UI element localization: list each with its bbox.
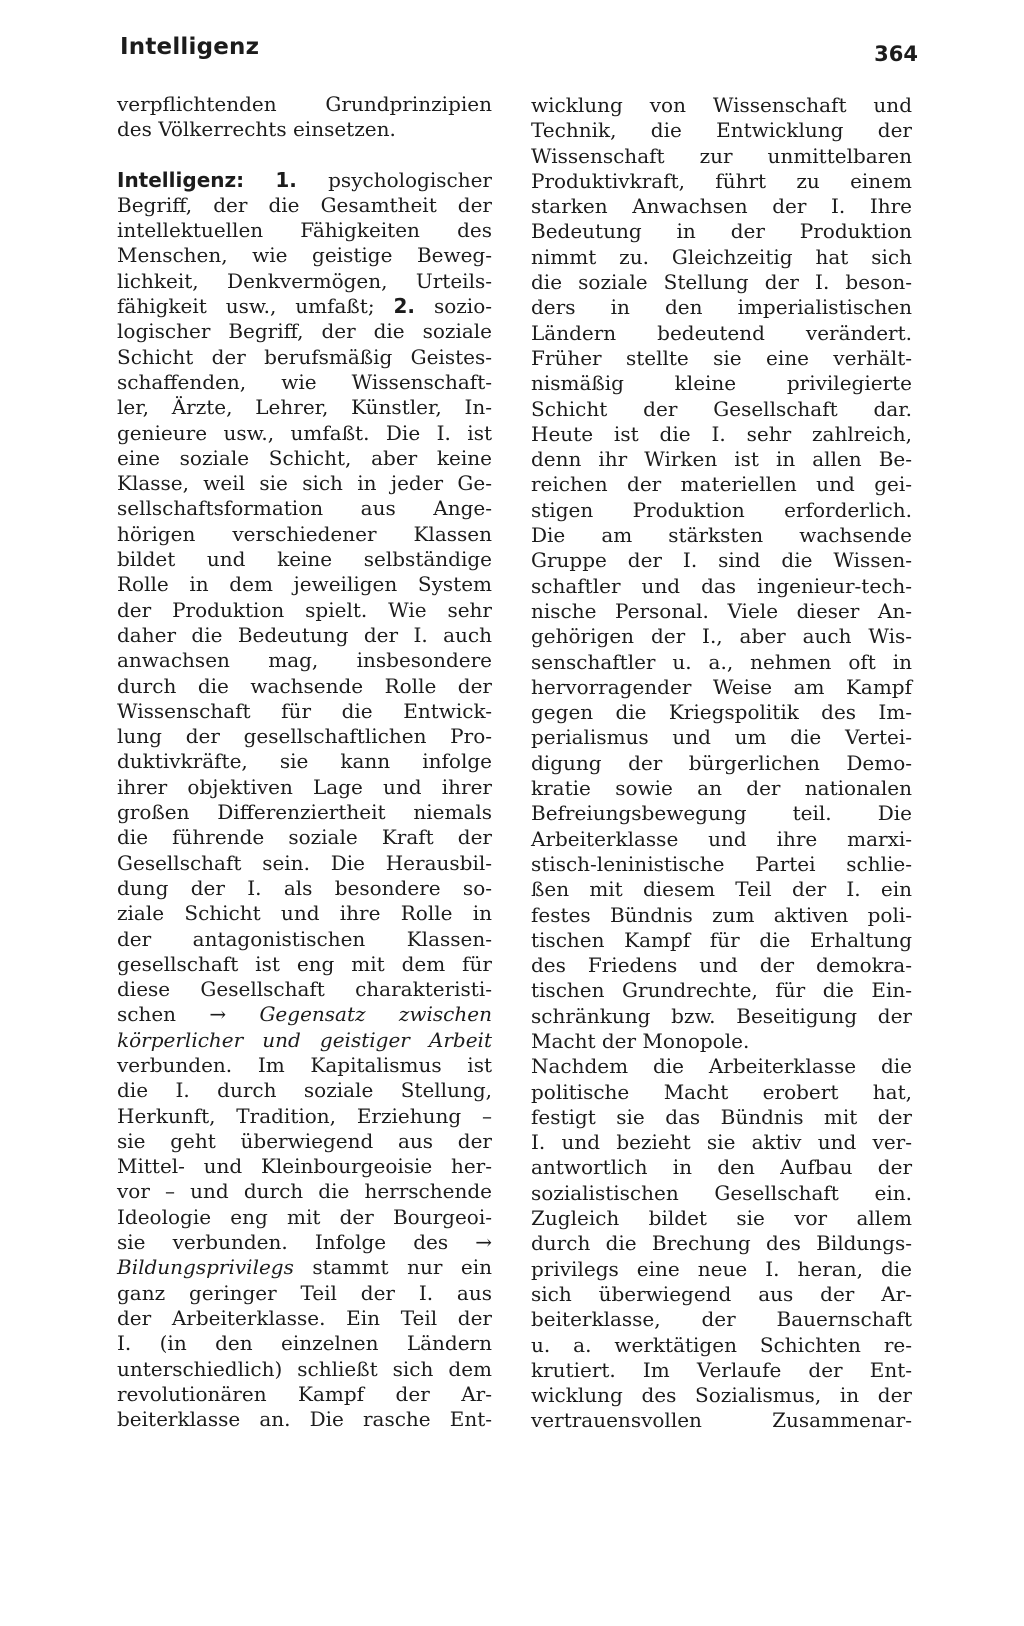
text-line: Früher stellte sie eine verhält- xyxy=(531,345,912,370)
text-line: festigt sie das Bündnis mit der xyxy=(531,1104,912,1129)
text-line: antwortlich in den Aufbau der xyxy=(531,1155,912,1180)
text-line: Nachdem die Arbeiterklasse die xyxy=(531,1054,912,1079)
text-line: schränkung bzw. Beseitigung der xyxy=(531,1003,912,1028)
text-segment xyxy=(244,168,275,192)
text-line: des Friedens und der demokra- xyxy=(531,953,912,978)
text-line: der Arbeiterklasse. Ein Teil der xyxy=(117,1305,492,1330)
text-line: Menschen, wie geistige Beweg- xyxy=(117,243,492,268)
text-line: Begriff, der die Gesamtheit der xyxy=(117,192,492,217)
text-line: sie geht überwiegend aus der xyxy=(117,1128,492,1153)
text-line: starken Anwachsen der I. Ihre xyxy=(531,194,912,219)
bold-term: Intelligenz: xyxy=(117,167,245,192)
text-line xyxy=(117,1255,492,1280)
text-line: die I. durch soziale Stellung, xyxy=(117,1078,492,1103)
text-line xyxy=(117,294,492,319)
text-line: Gruppe der I. sind die Wissen- xyxy=(531,548,912,573)
bold-term: 2. xyxy=(393,294,416,319)
left-text-column xyxy=(117,92,492,1432)
text-line: durch die Brechung des Bildungs- xyxy=(531,1231,912,1256)
text-line: sellschaftsformation aus Ange- xyxy=(117,496,492,521)
text-line: hervorragender Weise am Kampf xyxy=(531,674,912,699)
text-line: ihrer objektiven Lage und ihrer xyxy=(117,774,492,799)
text-line: Ländern bedeutend verändert. xyxy=(531,320,912,345)
text-line xyxy=(117,143,492,168)
text-line: wicklung des Sozialismus, in der xyxy=(531,1383,912,1408)
text-line: politische Macht erobert hat, xyxy=(531,1079,912,1104)
text-line: verbunden. Im Kapitalismus ist xyxy=(117,1052,492,1077)
text-line: unterschiedlich) schließt sich dem xyxy=(117,1356,492,1381)
text-line: Ideologie eng mit der Bourgeoi- xyxy=(117,1204,492,1229)
page-header xyxy=(120,34,918,74)
text-line: revolutionären Kampf der Ar- xyxy=(117,1381,492,1406)
text-line: nismäßig kleine privilegierte xyxy=(531,371,912,396)
text-line: krutiert. Im Verlaufe der Ent- xyxy=(531,1357,912,1382)
text-line: vor – und durch die herrschende xyxy=(117,1179,492,1204)
text-line: duktivkräfte, sie kann infolge xyxy=(117,749,492,774)
text-line: intellektuellen Fähigkeiten des xyxy=(117,218,492,243)
text-line: lung der gesellschaftlichen Pro- xyxy=(117,724,492,749)
text-line: tischen Kampf für die Erhaltung xyxy=(531,927,912,952)
text-line: sich überwiegend aus der Ar- xyxy=(531,1281,912,1306)
text-line: großen Differenziertheit niemals xyxy=(117,800,492,825)
text-line: Produktivkraft, führt zu einem xyxy=(531,168,912,193)
text-line: lichkeit, Denkvermögen, Urteils- xyxy=(117,268,492,293)
text-line: des Völkerrechts einsetzen. xyxy=(117,117,396,142)
text-line: Arbeiterklasse und ihre marxi- xyxy=(531,826,912,851)
text-line: Technik, die Entwicklung der xyxy=(531,118,912,143)
cross-reference: Gegensatz zwischen xyxy=(259,1002,492,1027)
text-line xyxy=(117,168,492,193)
text-line: Rolle in dem jeweiligen System xyxy=(117,572,492,597)
text-line: I. und bezieht sie aktiv und ver- xyxy=(531,1130,912,1155)
cross-reference: Bildungsprivilegs xyxy=(117,1255,294,1280)
text-line: gegen die Kriegspolitik des Im- xyxy=(531,700,912,725)
text-line: schaffenden, wie Wissenschaft- xyxy=(117,369,492,394)
text-line: verpflichtenden Grundprinzipien xyxy=(117,92,492,116)
text-segment: fähigkeit usw., umfaßt; xyxy=(117,294,394,319)
text-line: sie verbunden. Infolge des → xyxy=(117,1230,492,1255)
text-line: festes Bündnis zum aktiven poli- xyxy=(531,902,912,927)
text-line: ziale Schicht und ihre Rolle in xyxy=(117,901,492,926)
text-line xyxy=(117,1028,492,1053)
text-line: gehörigen der I., aber auch Wis- xyxy=(531,624,912,649)
text-line: ganz geringer Teil der I. aus xyxy=(117,1280,492,1305)
text-line: dung der I. als besondere so- xyxy=(117,875,492,900)
text-line: Herkunft, Tradition, Erziehung – xyxy=(117,1103,492,1128)
text-line: logischer Begriff, der die soziale xyxy=(117,319,492,344)
text-line: nimmt zu. Gleichzeitig hat sich xyxy=(531,244,912,269)
text-line: ßen mit diesem Teil der I. ein xyxy=(531,877,912,902)
text-segment: schen → xyxy=(117,1002,260,1027)
running-head: Intelligenz xyxy=(120,34,260,60)
text-line: ders in den imperialistischen xyxy=(531,295,912,320)
text-line: Bedeutung in der Produktion xyxy=(531,219,912,244)
text-line: Klasse, weil sie sich in jeder Ge- xyxy=(117,471,492,496)
text-line: Befreiungsbewegung teil. Die xyxy=(531,801,912,826)
text-line: Wissenschaft für die Entwick- xyxy=(117,698,492,723)
text-line: Macht der Monopole. xyxy=(531,1028,750,1053)
text-line: der Produktion spielt. Wie sehr xyxy=(117,597,492,622)
text-line: kratie sowie an der nationalen xyxy=(531,776,912,801)
text-line: tischen Grundrechte, für die Ein- xyxy=(531,978,912,1003)
text-line: eine soziale Schicht, aber keine xyxy=(117,445,492,470)
text-line: Schicht der berufsmäßig Geistes- xyxy=(117,344,492,369)
text-line: sozialistischen Gesellschaft ein. xyxy=(531,1180,912,1205)
text-line: Schicht der Gesellschaft dar. xyxy=(531,396,912,421)
text-segment: sozio- xyxy=(415,294,492,319)
text-line: stisch-leninistische Partei schlie- xyxy=(531,851,912,876)
text-line: Zugleich bildet sie vor allem xyxy=(531,1206,912,1231)
text-line: genieure usw., umfaßt. Die I. ist xyxy=(117,420,492,445)
text-line: Gesellschaft sein. Die Herausbil- xyxy=(117,850,492,875)
text-line: bildet und keine selbständige xyxy=(117,547,492,572)
text-line: Mittel- und Kleinbourgeoisie her- xyxy=(117,1154,492,1179)
text-line: Heute ist die I. sehr zahlreich, xyxy=(531,421,912,446)
text-line: der antagonistischen Klassen- xyxy=(117,926,492,951)
text-line: schaftler und das ingenieur-tech- xyxy=(531,573,912,598)
text-line: stigen Produktion erforderlich. xyxy=(531,497,912,522)
right-text-column xyxy=(531,93,912,1434)
text-line: die soziale Stellung der I. beson- xyxy=(531,270,912,295)
text-line xyxy=(117,1002,492,1027)
text-line: Wissenschaft zur unmittelbaren xyxy=(531,143,912,168)
text-line: reichen der materiellen und gei- xyxy=(531,472,912,497)
text-line: senschaftler u. a., nehmen oft in xyxy=(531,649,912,674)
text-line: anwachsen mag, insbesondere xyxy=(117,648,492,673)
text-line: beiterklasse, der Bauernschaft xyxy=(531,1307,912,1332)
page-number: 364 xyxy=(874,42,918,66)
text-line: vertrauensvollen Zusammenar- xyxy=(531,1408,912,1433)
text-line: beiterklasse an. Die rasche Ent- xyxy=(117,1407,492,1432)
text-line: perialismus und um die Vertei- xyxy=(531,725,912,750)
text-line: durch die wachsende Rolle der xyxy=(117,673,492,698)
text-line: die führende soziale Kraft der xyxy=(117,825,492,850)
text-line: gesellschaft ist eng mit dem für xyxy=(117,951,492,976)
text-line: hörigen verschiedener Klassen xyxy=(117,521,492,546)
text-line: wicklung von Wissenschaft und xyxy=(531,93,912,117)
text-line: privilegs eine neue I. heran, die xyxy=(531,1256,912,1281)
text-segment: stammt nur ein xyxy=(293,1255,492,1280)
text-line: daher die Bedeutung der I. auch xyxy=(117,622,492,647)
text-line: denn ihr Wirken ist in allen Be- xyxy=(531,447,912,472)
cross-reference: körperlicher und geistiger Arbeit xyxy=(117,1027,492,1052)
text-line: ler, Ärzte, Lehrer, Künstler, In- xyxy=(117,395,492,420)
text-segment: psychologischer xyxy=(296,167,492,192)
text-line: diese Gesellschaft charakteristi- xyxy=(117,977,492,1002)
text-line: nische Personal. Viele dieser An- xyxy=(531,598,912,623)
text-line: u. a. werktätigen Schichten re- xyxy=(531,1332,912,1357)
bold-term: 1. xyxy=(275,167,297,192)
text-line: I. (in den einzelnen Ländern xyxy=(117,1331,492,1356)
text-line: Die am stärksten wachsende xyxy=(531,523,912,548)
text-line: digung der bürgerlichen Demo- xyxy=(531,750,912,775)
